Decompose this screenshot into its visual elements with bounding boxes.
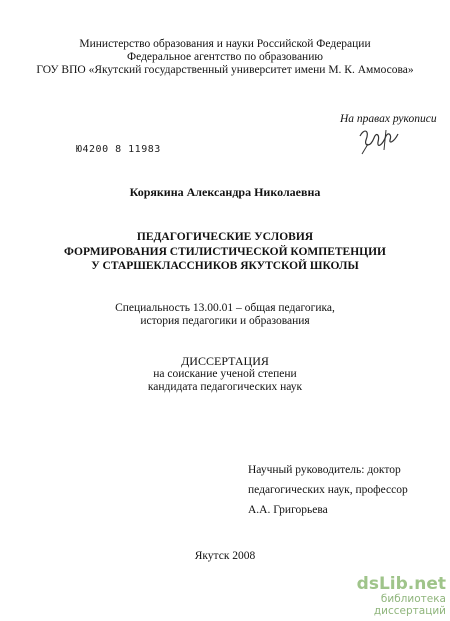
title-line-3: У СТАРШЕКЛАССНИКОВ ЯКУТСКОЙ ШКОЛЫ <box>91 260 359 272</box>
title-line-2: ФОРМИРОВАНИЯ СТИЛИСТИЧЕСКОЙ КОМПЕТЕНЦИИ <box>64 245 386 258</box>
university-line: ГОУ ВПО «Якутский государственный университет имени М. К. Аммосова» <box>36 64 414 76</box>
dissertation-title <box>0 230 450 274</box>
thesis-block <box>0 355 450 394</box>
library-stamp: Ю4200 8 11983 <box>76 144 161 155</box>
institution-header <box>0 38 450 77</box>
supervisor-line-2: педагогических наук, профессор <box>248 484 408 496</box>
title-line-1: ПЕДАГОГИЧЕСКИЕ УСЛОВИЯ <box>136 231 314 243</box>
specialty-line-2: история педагогики и образования <box>140 315 310 327</box>
thesis-field-line: кандидата педагогических наук <box>147 381 303 393</box>
agency-line: Федеральное агентство по образованию <box>127 51 323 63</box>
supervisor-name: А.А. Григорьева <box>248 504 328 516</box>
signature-icon <box>356 126 402 156</box>
specialty-line-1: Специальность 13.00.01 – общая педагогика, <box>115 302 335 314</box>
specialty-block <box>0 302 450 328</box>
author-name: Корякина Александра Николаевна <box>129 185 321 199</box>
supervisor-line-1: Научный руководитель: доктор <box>248 464 401 476</box>
dslib-watermark <box>322 574 446 617</box>
supervisor-block <box>248 460 408 520</box>
place-year: Якутск 2008 <box>194 550 256 562</box>
watermark-subtitle: библиотека диссертаций <box>373 593 446 617</box>
ministry-line: Министерство образования и науки Российской Федерации <box>79 38 371 50</box>
watermark-logo: dsLib.net <box>356 574 446 594</box>
manuscript-rights-note: На правах рукописи <box>340 113 437 125</box>
thesis-heading: ДИССЕРТАЦИЯ <box>181 354 269 368</box>
thesis-degree-line: на соискание ученой степени <box>153 368 297 380</box>
